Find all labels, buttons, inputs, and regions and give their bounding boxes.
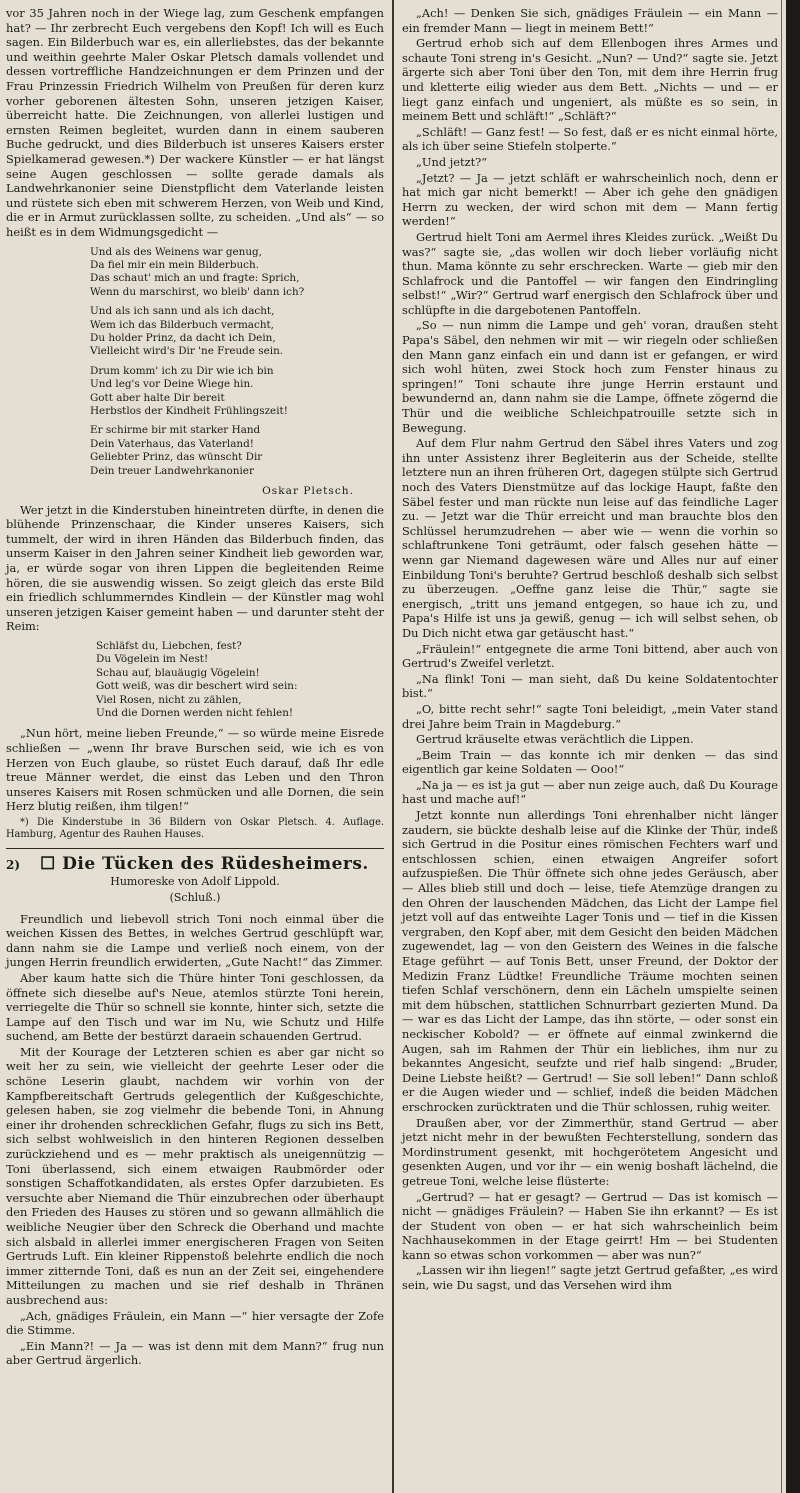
article-title: ☐ Die Tücken des Rüdesheimers.: [40, 853, 369, 874]
poem-line: Dein Vaterhaus, das Vaterland!: [90, 437, 254, 450]
left-column: [6, 6, 384, 1369]
poem-stanza: [90, 246, 384, 300]
poem-line: Geliebter Prinz, das wünscht Dir: [90, 451, 263, 464]
poem-line: Gott weiß, was dir beschert wird sein:: [96, 680, 298, 693]
nursery-rhyme: [96, 640, 384, 720]
scan-edge-line: [781, 0, 782, 1493]
footnote: *) Die Kinderstube in 36 Bildern von Oskar Pletsch. 4. Auflage. Hamburg, Agentur des Rauhen Hauses.: [6, 816, 384, 841]
poem-line: Wem ich das Bilderbuch vermacht,: [90, 318, 274, 331]
poem-line: Und die Dornen werden nicht fehlen!: [96, 706, 294, 719]
paragraph: „Jetzt? — Ja — jetzt schläft er wahrscheinlich noch, denn er hat mich gar nicht bemerkt! — Aber ich gehe den gnädigen Herrn zu wecken, der wird schon mit dem — Mann fertig werden!“: [402, 170, 778, 229]
paragraph: Jetzt konnte nun allerdings Toni ehrenhalber nicht länger zaudern, sie bückte deshalb leise auf die Klinke der Thür, indeß sich Gertrud in die Positur eines römischen Fechters warf und entschlossen schien, einen etwaigen Angreifer sofort aufzuspießen. Die Thür öffnete sich ohne jedes Geräusch, aber — Alles blieb still und doch — leise, tiefe Atemzüge drangen zu den Ohren der lauschenden Mädchen, das Licht der Lampe fiel jetzt voll auf das entweihte Lager Tonis und — tief in die Kissen vergraben, den Kopf aber, mit dem Gesicht den beiden Mädchen zugewendet, lag — von den Geistern des Weines in die falsche Etage geführt — auf Tonis Bett, unser Freund, der Doktor der Medizin Franz Lüdtke! Freundliche Träume mochten seinen tiefen Schlaf verschönern, denn ein Lächeln umspielte seinen mit dem hübschen, stattlichen Schnurrbart gezierten Mund. Da — war es das Licht der Lampe, das ihn störte, — oder sonst ein neckischer Kobold? — er öffnete auf einmal zwinkernd die Augen, sah im Rahmen der Thür ein liebliches, ihm nur zu bekanntes Angesicht, seufzte und rief halb singend: „Bruder, Deine Liebste heißt? — Gertrud! — Sie soll leben!“ Dann schloß er die Augen wieder und — schlief, indeß die beiden Mädchen erschrocken zurücktraten und die Thür schlossen, ruhig weiter.: [402, 808, 778, 1114]
poem-line: Du holder Prinz, da dacht ich Dein,: [90, 331, 276, 344]
poem-line: Da fiel mir ein mein Bilderbuch.: [90, 258, 259, 271]
paragraph: „Na ja — es ist ja gut — aber nun zeige auch, daß Du Kourage hast und mache auf!“: [402, 777, 778, 807]
poem-line: Schläfst du, Liebchen, fest?: [96, 639, 242, 652]
article-part: (Schluß.): [169, 890, 221, 904]
poem-line: Und leg's vor Deine Wiege hin.: [90, 378, 254, 391]
poem-line: Das schaut' mich an und fragte: Sprich,: [90, 272, 300, 285]
paragraph: „Fräulein!“ entgegnete die arme Toni bittend, aber auch von Gertrud's Zweifel verletzt.: [402, 641, 778, 671]
paragraph: „Schläft! — Ganz fest! — So fest, daß er es nicht einmal hörte, als ich über seine Stiefeln stolperte.“: [402, 124, 778, 154]
paragraph: Gertrud erhob sich auf dem Ellenbogen ihres Armes und schaute Toni streng in's Gesicht. „Nun? — Und?“ sagte sie. Jetzt ärgerte sich aber Toni über den Ton, mit dem ihre Herrin frug und kletterte eilig wieder aus dem Bett. „Nichts — und — er liegt ganz einfach und ungeniert, als müßte es so sein, in meinem Bett und schläft!“ „Schläft?“: [402, 36, 778, 124]
paragraph: „Na flink! Toni — man sieht, daß Du keine Soldatentochter bist.“: [402, 671, 778, 701]
right-column: [402, 6, 778, 1294]
paragraph: „Gertrud? — hat er gesagt? — Gertrud — Das ist komisch — nicht — gnädiges Fräulein? — Haben Sie ihn erkannt? — Es ist der Student von oben — er hat sich wahrscheinlich beim Nachhausekommen in der Etage geirrt! Hm — bei Studenten kann so etwas schon vorkommen — aber was nun?“: [402, 1189, 778, 1262]
paragraph: Auf dem Flur nahm Gertrud den Säbel ihres Vaters und zog ihn unter Assistenz ihrer Begleiterin aus der Scheide, stellte letztere nun an ihren früheren Ort, dagegen stülpte sich Gertrud noch des Vaters Dienstmütze auf das lockige Haupt, faßte den Säbel fester und man rückte nun leise auf das feindliche Lager zu. — Jetzt war die Thür erreicht und man brauchte blos den Schlüssel herumzudrehen — aber wie — wenn die vorhin so schlaftrunkene Toni geträumt, oder falsch gesehen hätte — wenn gar Niemand dagewesen wäre und Alles nur auf einer Einbildung Toni's beruhte? Gertrud beschloß deshalb sich selbst zu überzeugen. „Oeffne ganz leise die Thür,“ sagte sie energisch, „tritt uns jemand entgegen, so haue ich zu, und Papa's Hilfe ist uns ja gewiß, genug — ich will selbst sehen, ob Du Dich nicht etwa gar getäuscht hast.“: [402, 436, 778, 640]
section-rule: [6, 848, 384, 849]
paragraph: Aber kaum hatte sich die Thüre hinter Toni geschlossen, da öffnete sich dieselbe auf's Neue, atemlos stürzte Toni herein, verriegelte die Thür so schnell sie konnte, hinter sich, setzte die Lampe auf den Tisch und war im Nu, wie Schutz und Hilfe suchend, am Bette der bestürzt daraein schauenden Gertrud.: [6, 970, 384, 1044]
poem-line: Schau auf, blauäugig Vögelein!: [96, 666, 260, 679]
poem-line: Er schirme bir mit starker Hand: [90, 424, 261, 437]
paragraph: „Ach, gnädiges Fräulein, ein Mann —“ hier versagte der Zofe die Stimme.: [6, 1308, 384, 1338]
paragraph: Mit der Kourage der Letzteren schien es aber gar nicht so weit her zu sein, wie vielleicht der geehrte Leser oder die schöne Leserin glaubt, nachdem wir vorhin von der Kampfbereitschaft Gertruds gelegentlich der Kußgeschichte, gelesen haben, sie zog vielmehr die bebende Toni, in Ahnung einer ihr drohenden schrecklichen Gefahr, flugs zu sich ins Bett, sich selbst wohlweislich in den hinteren Regionen desselben zurückziehend und es — mehr praktisch als uneigennützig — Toni überlassend, sich einem etwaigen Raubmörder oder sonstigen Schaffotkandidaten, als erstes Opfer darzubieten. Es versuchte aber Niemand die Thür einzubrechen oder überhaupt den Frieden des Hauses zu stören und so gewann allmählich die weibliche Neugier über den Schreck die Oberhand und machte sich alsbald in allerlei immer energischeren Fragen von Seiten Gertruds Luft. Ein kleiner Rippenstoß belehrte endlich die noch immer zitternde Toni, daß es nun an der Zeit sei, eingehendere Mitteilungen zu machen und sie rief deshalb in Thränen ausbrechend aus:: [6, 1044, 384, 1307]
paragraph: Freundlich und liebevoll strich Toni noch einmal über die weichen Kissen des Bettes, in welches Gertrud geschlüpft war, dann nahm sie die Lampe und verließ noch einem, von der jungen Herrin freundlich erwiderten, „Gute Nacht!“ das Zimmer.: [6, 911, 384, 970]
signature: Oskar Pletsch.: [262, 485, 354, 497]
poem-line: Viel Rosen, nicht zu zählen,: [96, 693, 242, 706]
column-divider: [392, 0, 394, 1493]
poem-line: Und als ich sann und als ich dacht,: [90, 305, 275, 318]
paragraph: Gertrud kräuselte etwas verächtlich die Lippen.: [416, 732, 694, 747]
poem-stanza: [90, 424, 384, 478]
paragraph: „Ein Mann?! — Ja — was ist denn mit dem Mann?“ frug nun aber Gertrud ärgerlich.: [6, 1338, 384, 1368]
poem-line: Drum komm' ich zu Dir wie ich bin: [90, 364, 274, 377]
poem-line: Vielleicht wird's Dir 'ne Freude sein.: [90, 345, 284, 358]
poem-line: Gott aber halte Dir bereit: [90, 391, 225, 404]
paragraph: „Ach! — Denken Sie sich, gnädiges Fräulein — ein Mann — ein fremder Mann — liegt in meinem Bett!“: [402, 6, 778, 35]
article-heading-row: [6, 853, 384, 874]
paragraph: Gertrud hielt Toni am Aermel ihres Kleides zurück. „Weißt Du was?“ sagte sie, „das wollen wir doch lieber vorläufig nicht thun. Mama könnte zu sehr erschrecken. Warte — gieb mir den Schlafrock und die Pantoffel — wir fangen den Eindringling selbst!“ „Wir?“ Gertrud warf energisch den Schlafrock über und schlüpfte in die dargebotenen Pantoffeln.: [402, 229, 778, 317]
poem-stanza: [90, 305, 384, 359]
paragraph: vor 35 Jahren noch in der Wiege lag, zum Geschenk empfangen hat? — Ihr zerbrecht Euch vergebens den Kopf! Ich will es Euch sagen. Ein Bilderbuch war es, ein allerliebstes, das der bekannte und weithin geehrte Maler Oskar Pletsch damals vollendet und dessen vortreffliche Handzeichnungen er dem Prinzen und der Frau Prinzessin Friedrich Wilhelm von Preußen für deren kurz vorher geborenen ältesten Sohn, unseren jetzigen Kaiser, überreicht hatte. Die Zeichnungen, von allerlei lustigen und ernsten Reimen begleitet, wurden dann in einem sauberen Buche gedruckt, und dies Bilderbuch ist unseres Kaisers erster Spielkamerad gewesen.*) Der wackere Künstler — er hat längst seine Augen geschlossen — sollte gerade damals als Landwehrkanonier seine Dienstpflicht dem Vaterlande leisten und rüstete sich eben mit schwerem Herzen, von Weib und Kind, die er in Armut zurücklassen sollte, zu scheiden. „Und als“ — so heißt es in dem Widmungsgedicht —: [6, 6, 384, 239]
poem-line: Du Vögelein im Nest!: [96, 653, 209, 666]
paragraph: „O, bitte recht sehr!“ sagte Toni beleidigt, „mein Vater stand drei Jahre beim Train in Magdeburg.“: [402, 701, 778, 731]
section-number: 2): [6, 857, 21, 872]
article-byline: Humoreske von Adolf Lippold.: [110, 875, 280, 889]
paragraph: „Und jetzt?“: [416, 154, 488, 169]
poem-line: Wenn du marschirst, wo bleib' dann ich?: [90, 285, 305, 298]
scan-edge: [786, 0, 800, 1493]
paragraph: „So — nun nimm die Lampe und geh' voran, draußen steht Papa's Säbel, den nehmen wir mit — wir riegeln oder schließen den Mann ganz einfach ein und dann ist er gefangen, er wird sich wohl hüten, zwei Stock hoch zum Fenster hinaus zu springen!“ Toni schaute ihre junge Herrin erstaunt und bewundernd an, dann nahm sie die Lampe, öffnete zögernd die Thür und die weibliche Schleichpatrouille setzte sich in Bewegung.: [402, 318, 778, 435]
poem-line: Herbstlos der Kindheit Frühlingszeit!: [90, 404, 288, 417]
poem-line: Und als des Weinens war genug,: [90, 245, 262, 258]
paragraph: Draußen aber, vor der Zimmerthür, stand Gertrud — aber jetzt nicht mehr in der bewußten Fechterstellung, sondern das Mordinstrument gesenkt, mit hochgerötetem Angesicht und gesenkten Augen, und vor ihr — ein wenig boshaft lächelnd, die getreue Toni, welche leise flüsterte:: [402, 1115, 778, 1188]
paragraph: „Nun hört, meine lieben Freunde,“ — so würde meine Eisrede schließen — „wenn Ihr brave Burschen seid, wie ich es von Herzen von Euch glaube, so rüstet Euch darauf, daß Ihr edle treue Männer werdet, die einst das Leben und den Thron unseres Kaisers mit Rosen schmücken und alle Dornen, die sein Herz blutig reißen, ihm tilgen!“: [6, 726, 384, 814]
paragraph: „Lassen wir ihn liegen!“ sagte jetzt Gertrud gefaßter, „es wird sein, wie Du sagst, und das Versehen wird ihm: [402, 1263, 778, 1293]
paragraph: Wer jetzt in die Kinderstuben hineintreten dürfte, in denen die blühende Prinzenschaar, die Kinder unseres Kaisers, sich tummelt, der wird in ihren Händen das Bilderbuch finden, das unserm Kaiser in den Jahren seiner Kindheit lieb geworden war, ja, er würde sogar von ihren Lippen die begleitenden Reime hören, die sie auswendig wissen. So zeigt gleich das erste Bild ein friedlich schlummerndes Kindlein — der Künstler mag wohl unseren jetzigen Kaiser gemeint haben — und darunter steht der Reim:: [6, 502, 384, 634]
poem-line: Dein treuer Landwehrkanonier: [90, 464, 254, 477]
dedication-poem: [90, 246, 384, 479]
paragraph: „Beim Train — das konnte ich mir denken — das sind eigentlich gar keine Soldaten — Ooo!“: [402, 747, 778, 777]
poem-stanza: [90, 365, 384, 419]
